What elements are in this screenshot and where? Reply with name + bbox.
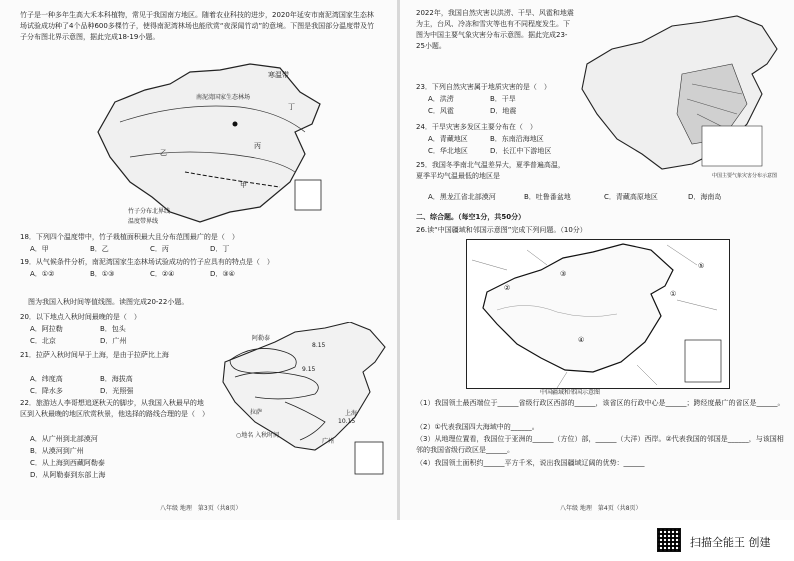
legend-zone-line: 温度带界线 bbox=[128, 218, 159, 225]
q19-opt-a: A．①② bbox=[30, 270, 55, 278]
legend-bamboo-line: 竹子分布北界线 bbox=[128, 208, 171, 215]
q19-opt-c: C．②④ bbox=[150, 270, 175, 278]
q20-opt-a: A．阿拉勒 bbox=[30, 325, 63, 333]
q23: 23．下列自然灾害属于地质灾害的是（ ） bbox=[416, 83, 551, 91]
label-nanniwan: 南泥湾国家生态林场 bbox=[196, 94, 251, 101]
section-2-heading: 二、综合题。（每空1分，共50分） bbox=[416, 213, 526, 221]
left-page bbox=[0, 0, 400, 520]
fill-1: （1）我国领土最西端位于______省级行政区西部的______，该省区的行政中心是______；跨经度最广的省区是______。 bbox=[416, 399, 785, 407]
q24-opt-a: A．青藏地区 bbox=[428, 135, 468, 143]
label-jia: 甲 bbox=[240, 181, 247, 189]
footer-page3: 八年级 地理 第3页（共8页） bbox=[160, 505, 242, 512]
label-8-15: 8.15 bbox=[312, 342, 326, 349]
q20-opt-d: D．广州 bbox=[100, 337, 127, 345]
q24-opt-b: B．东南沿海地区 bbox=[490, 135, 544, 143]
q23-opt-b: B．干旱 bbox=[490, 95, 516, 103]
map3-caption: 中国主要气象灾害分布示意图 bbox=[712, 173, 778, 179]
q22-opt-c: C．从上海到西藏阿勒泰 bbox=[30, 459, 105, 467]
q24: 24．干旱灾害多发区主要分布在（ ） bbox=[416, 123, 537, 131]
q18-opt-b: B．乙 bbox=[90, 245, 109, 253]
q23-opt-a: A．洪涝 bbox=[428, 95, 454, 103]
fill-4: （4）我国领土面积约______平方千米，说出我国疆域辽阔的优势：______ bbox=[416, 459, 645, 467]
q18-opt-c: C．丙 bbox=[150, 245, 169, 253]
q24-opt-d: D．长江中下游地区 bbox=[490, 147, 552, 155]
q21-opt-b: B．海拔高 bbox=[100, 375, 133, 383]
q21-opt-a: A．纬度高 bbox=[30, 375, 63, 383]
territory-map bbox=[467, 240, 729, 388]
q19-opt-d: D．③④ bbox=[210, 270, 235, 278]
q24-opt-c: C．华北地区 bbox=[428, 147, 468, 155]
label-10-15: 10.15 bbox=[338, 418, 356, 425]
temperature-zone-map bbox=[90, 62, 330, 227]
label-yi: 乙 bbox=[160, 149, 167, 157]
q26: 26.读“中国疆域和邻国示意图”完成下列问题。（10分） bbox=[416, 226, 587, 234]
q19: 19．从气候条件分析，南泥湾国家生态林场试验成功的竹子应具有的特点是（ ） bbox=[20, 258, 274, 266]
map4-label-5: ⑤ bbox=[698, 262, 705, 270]
map4-label-3: ③ bbox=[560, 270, 567, 278]
q22-opt-d: D．从阿勒泰到东部上海 bbox=[30, 471, 106, 479]
label-shanghai: 上海 bbox=[345, 410, 358, 417]
intro-autumn: 图为我国入秋时间等值线图。读图完成20-22小题。 bbox=[28, 298, 189, 306]
fill-3: （3）从地理位置看，我国位于亚洲的______（方位）部，______（大洋）西岸。②代表我国的邻国是______，与该国相邻的我国省级行政区是______。 bbox=[416, 435, 784, 454]
label-bing: 丙 bbox=[254, 142, 261, 150]
label-guangzhou: 广州 bbox=[322, 438, 335, 445]
q20-opt-b: B．包头 bbox=[100, 325, 126, 333]
q25: 25．我国冬季南北气温差异大，夏季普遍高温，夏季平均气温最低的地区是 bbox=[416, 161, 565, 180]
q25-opt-a: A．黑龙江省北部漠河 bbox=[428, 193, 496, 201]
q22: 22．旅游达人李哥想追逐秋天的脚步，从我国入秋最早的地区到入秋最晚的地区欣赏秋景，他选择的路线合理的是（ ） bbox=[20, 399, 209, 418]
q21-opt-c: C．降水多 bbox=[30, 387, 63, 395]
label-cold-temperate: 寒温带 bbox=[268, 71, 289, 79]
autumn-isoline-map bbox=[215, 322, 390, 482]
q18-opt-a: A．甲 bbox=[30, 245, 49, 253]
fill-2: （2）①代表我国四大海域中的______。 bbox=[416, 423, 539, 431]
right-page bbox=[400, 0, 794, 520]
q22-opt-b: B．从漠河到广州 bbox=[30, 447, 84, 455]
q21-opt-d: D．光照强 bbox=[100, 387, 134, 395]
q20: 20．以下地点入秋时间最晚的是（ ） bbox=[20, 313, 141, 321]
q19-opt-b: B．①③ bbox=[90, 270, 115, 278]
q18: 18．下列四个温度带中，竹子栽植面积最大且分布范围最广的是（ ） bbox=[20, 233, 239, 241]
intro-disaster: 2022年，我国自然灾害以洪涝、干旱、风雹和地震为主，台风、冷冻和雪灾等也有不同程度发生。下图为中国主要气象灾害分布示意图。据此完成23-25小题。 bbox=[416, 9, 574, 50]
label-altay: 阿勒泰 bbox=[252, 335, 271, 342]
map4-caption: 中国疆域和邻国示意图 bbox=[540, 389, 601, 396]
intro-bamboo: 竹子是一种多年生高大禾本科植物，常见于我国南方地区。随着农业科技的进步，2020年延安市南泥湾国家生态林场试验成功种了4个品种600多棵竹子，使得南泥湾林场也能欣赏“夜深闻竹动”的意境。下图是我国部分温度带及竹子分布图北界示意图，据此完成18-19小题。 bbox=[20, 11, 375, 41]
q18-opt-d: D．丁 bbox=[210, 245, 230, 253]
q25-opt-c: C．青藏高原地区 bbox=[604, 193, 658, 201]
map2-caption: ○地名 入秋时间 bbox=[236, 432, 280, 439]
label-ding: 丁 bbox=[288, 103, 295, 111]
q25-opt-d: D．海南岛 bbox=[688, 193, 722, 201]
scanner-brand: 扫描全能王 创建 bbox=[690, 536, 771, 549]
q21: 21．拉萨入秋时间早于上海，是由于拉萨比上海 bbox=[20, 351, 169, 359]
map4-label-2: ② bbox=[504, 284, 511, 292]
footer-page4: 八年级 地理 第4页（共8页） bbox=[560, 505, 642, 512]
label-lhasa: 拉萨 bbox=[250, 409, 263, 416]
q20-opt-c: C．北京 bbox=[30, 337, 56, 345]
q23-opt-d: D．地震 bbox=[490, 107, 517, 115]
q22-opt-a: A．从广州到北部漠河 bbox=[30, 435, 98, 443]
map4-label-1: ① bbox=[670, 290, 677, 298]
label-9-15: 9.15 bbox=[302, 366, 316, 373]
disaster-map bbox=[572, 14, 784, 184]
q25-opt-b: B．吐鲁番盆地 bbox=[524, 193, 571, 201]
territory-map-frame bbox=[466, 239, 730, 389]
map4-label-4: ④ bbox=[578, 336, 585, 344]
q23-opt-c: C．风雹 bbox=[428, 107, 454, 115]
qr-code-icon bbox=[657, 528, 681, 552]
